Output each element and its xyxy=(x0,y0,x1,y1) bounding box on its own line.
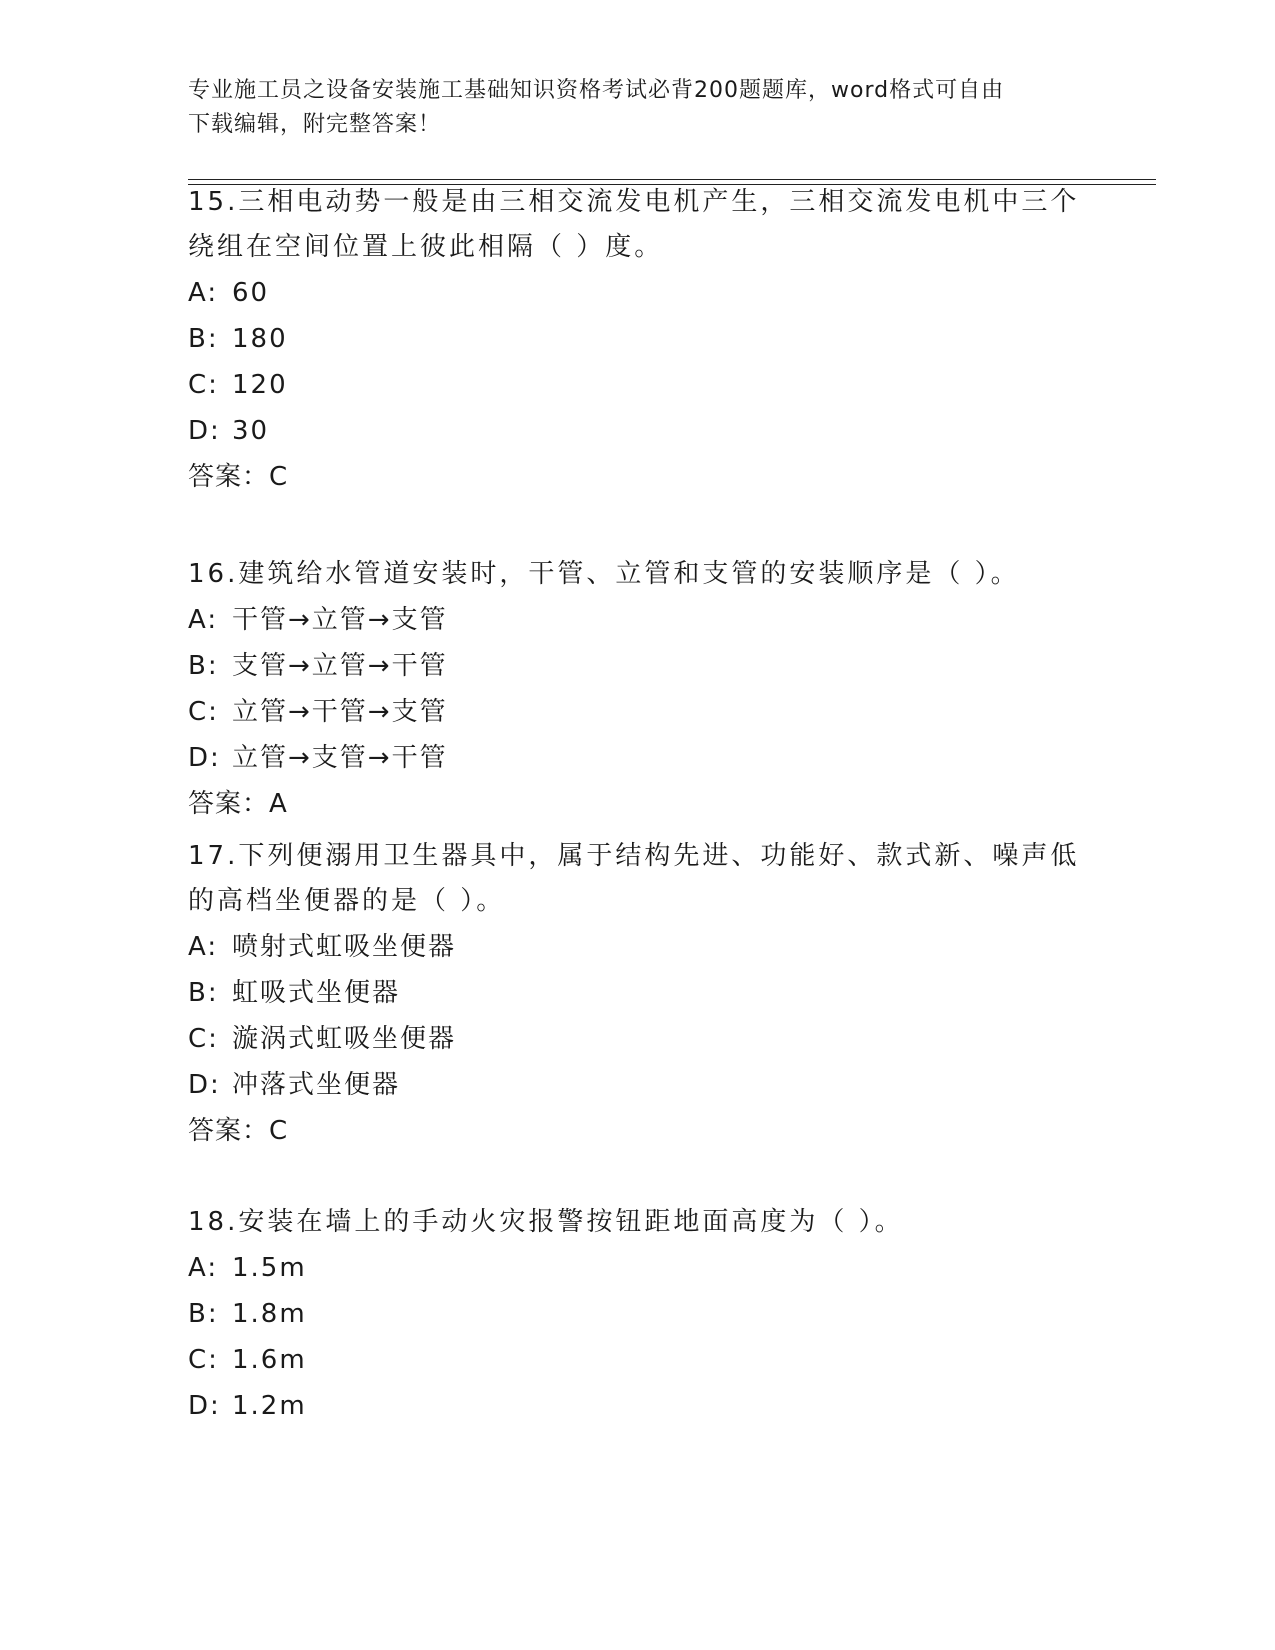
option-a xyxy=(188,597,1148,643)
option-letter: B: xyxy=(188,651,219,681)
option-a xyxy=(188,1245,1148,1291)
option-letter: D: xyxy=(188,1070,221,1100)
option-letter: B: xyxy=(188,324,219,354)
option-text: 立管→干管→支管 xyxy=(232,697,448,727)
option-text: 1.6m xyxy=(232,1345,307,1375)
option-c xyxy=(188,362,1148,408)
question-stem-line-1: 15.三相电动势一般是由三相交流发电机产生，三相交流发电机中三个 xyxy=(188,187,1080,217)
option-text: 漩涡式虹吸坐便器 xyxy=(232,1024,457,1054)
question-stem-line-1: 18.安装在墙上的手动火灾报警按钮距地面高度为（ ）。 xyxy=(188,1207,904,1237)
question-stem xyxy=(188,552,1148,597)
option-text: 虹吸式坐便器 xyxy=(232,978,401,1008)
option-text: 1.5m xyxy=(232,1253,307,1283)
option-text: 60 xyxy=(232,278,270,308)
option-letter: C: xyxy=(188,697,219,727)
question-stem xyxy=(188,1200,1148,1245)
option-letter: B: xyxy=(188,1299,219,1329)
option-d xyxy=(188,408,1148,454)
option-text: 30 xyxy=(232,416,270,446)
option-c xyxy=(188,1016,1148,1062)
option-letter: D: xyxy=(188,416,221,446)
answer-line: 答案：C xyxy=(188,462,289,492)
option-letter: C: xyxy=(188,370,219,400)
option-text: 干管→立管→支管 xyxy=(232,605,448,635)
option-b xyxy=(188,970,1148,1016)
option-c xyxy=(188,1337,1148,1383)
option-letter: A: xyxy=(188,1253,219,1283)
option-a xyxy=(188,270,1148,316)
option-text: 1.8m xyxy=(232,1299,307,1329)
option-b xyxy=(188,316,1148,362)
option-letter: D: xyxy=(188,1391,221,1421)
option-letter: A: xyxy=(188,605,219,635)
option-d xyxy=(188,1062,1148,1108)
option-text: 喷射式虹吸坐便器 xyxy=(232,932,457,962)
option-b xyxy=(188,643,1148,689)
option-text: 冲落式坐便器 xyxy=(232,1070,401,1100)
option-d xyxy=(188,1383,1148,1429)
header-line-2: 下载编辑，附完整答案！ xyxy=(188,112,442,137)
option-letter: C: xyxy=(188,1024,219,1054)
option-text: 支管→立管→干管 xyxy=(232,651,448,681)
option-letter: A: xyxy=(188,278,219,308)
question-stem-line-2: 绕组在空间位置上彼此相隔（ ）度。 xyxy=(188,232,664,262)
question-16 xyxy=(188,552,1148,827)
option-letter: D: xyxy=(188,743,221,773)
question-15 xyxy=(188,180,1148,500)
answer-line: 答案：A xyxy=(188,789,288,819)
option-letter: C: xyxy=(188,1345,219,1375)
option-letter: A: xyxy=(188,932,219,962)
option-text: 180 xyxy=(232,324,288,354)
question-18 xyxy=(188,1200,1148,1429)
option-a xyxy=(188,924,1148,970)
answer-line: 答案：C xyxy=(188,1116,289,1146)
question-17 xyxy=(188,834,1148,1154)
question-stem xyxy=(188,834,1148,924)
document-header xyxy=(188,74,1088,142)
header-line-1: 专业施工员之设备安装施工基础知识资格考试必背200题题库，word格式可自由 xyxy=(188,78,1005,103)
option-d xyxy=(188,735,1148,781)
option-b xyxy=(188,1291,1148,1337)
option-c xyxy=(188,689,1148,735)
question-stem-line-2: 的高档坐便器的是（ ）。 xyxy=(188,886,506,916)
question-stem-line-1: 17.下列便溺用卫生器具中，属于结构先进、功能好、款式新、噪声低 xyxy=(188,841,1080,871)
option-text: 1.2m xyxy=(232,1391,307,1421)
option-letter: B: xyxy=(188,978,219,1008)
option-text: 立管→支管→干管 xyxy=(232,743,448,773)
option-text: 120 xyxy=(232,370,288,400)
question-stem-line-1: 16.建筑给水管道安装时，干管、立管和支管的安装顺序是（ ）。 xyxy=(188,559,1020,589)
question-stem xyxy=(188,180,1148,270)
